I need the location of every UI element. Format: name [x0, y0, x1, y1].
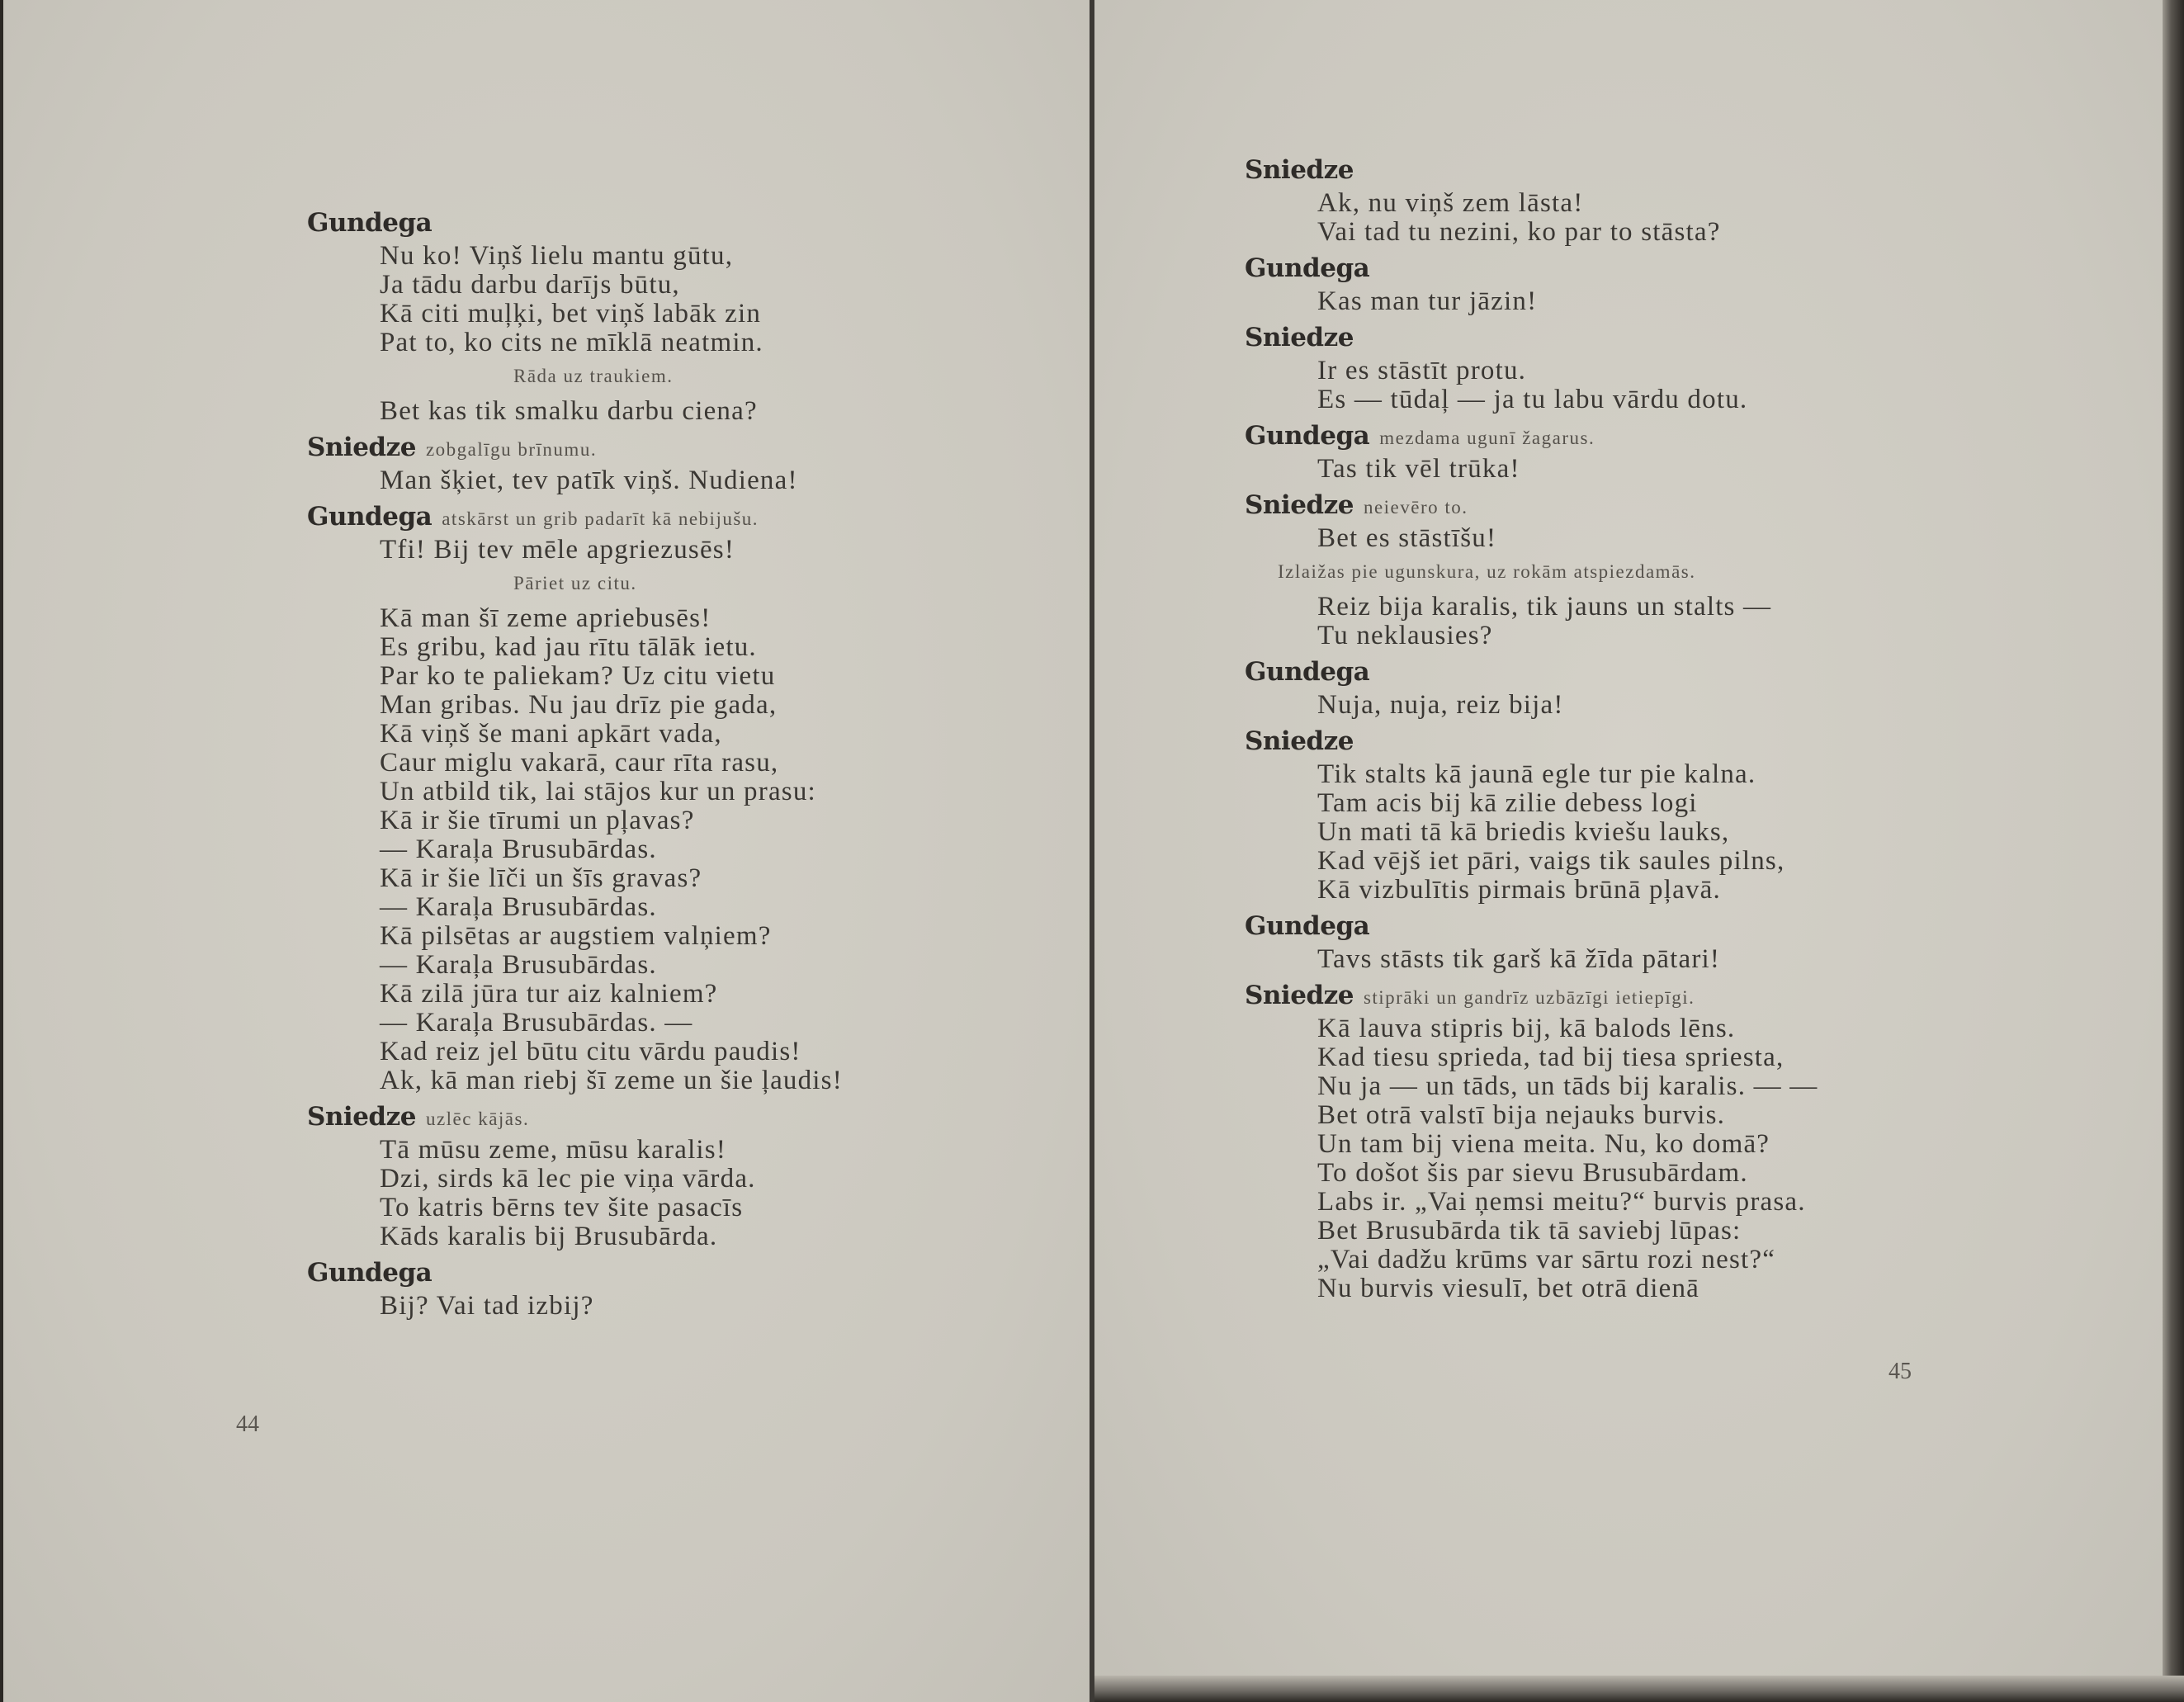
verse-line: Kā man šī zeme apriebusēs! [380, 603, 711, 633]
verse-line: „Vai dadžu krūms var sārtu rozi nest?“ [1317, 1245, 1776, 1274]
verse-line: Dzi, sirds kā lec pie viņa vārda. [380, 1164, 756, 1194]
page-number-left: 44 [236, 1411, 259, 1437]
verse-line: Kā lauva stipris bij, kā balods lēns. [1317, 1014, 1736, 1043]
verse-line: Tfi! Bij tev mēle apgriezusēs! [380, 535, 735, 565]
verse-line: Nu ja — un tāds, un tāds bij karalis. — — [1317, 1071, 1818, 1101]
stage-direction: mezdama ugunī žagarus. [1379, 428, 1595, 448]
speaker-name: Sniedze [307, 433, 416, 462]
stage-direction: atskārst un grib padarīt kā nebijušu. [442, 508, 759, 529]
verse-line: Tu neklausies? [1317, 621, 1493, 650]
stage-direction: stiprāki un gandrīz uzbāzīgi ietiepīgi. [1363, 987, 1695, 1008]
speaker-line [1245, 981, 1905, 1014]
verse-block [307, 536, 934, 565]
stage-direction: Rāda uz traukiem. [513, 366, 674, 386]
verse-block [1245, 691, 1905, 720]
left-page [3, 0, 1090, 1702]
verse-line: To došot šis par sievu Brusubārdam. [1317, 1158, 1748, 1188]
verse-line: — Karaļa Brusubārdas. [380, 892, 657, 922]
verse-block [1245, 287, 1905, 316]
right-page [1094, 0, 2163, 1702]
verse-block [1245, 524, 1905, 553]
verse-line: Par ko te paliekam? Uz citu vietu [380, 661, 776, 691]
stage-direction: Pāriet uz citu. [513, 573, 637, 593]
speaker-name: Sniedze [1245, 323, 1354, 352]
speaker-line [307, 208, 934, 242]
speaker-name: Gundega [1245, 421, 1370, 451]
verse-line: Pat to, ko cits ne mīklā neatmin. [380, 328, 763, 357]
verse-line: Nu burvis viesulī, bet otrā dienā [1317, 1274, 1700, 1303]
verse-block [307, 1292, 934, 1321]
verse-line: Kas man tur jāzin! [1317, 286, 1538, 316]
verse-line: Tā mūsu zeme, mūsu karalis! [380, 1135, 727, 1165]
speaker-line [1245, 657, 1905, 691]
verse-line: Un atbild tik, lai stājos kur un prasu: [380, 777, 816, 806]
speaker-name: Gundega [1245, 657, 1370, 687]
page-edge-right [2163, 0, 2184, 1702]
verse-line: Bet otrā valstī bija nejauks burvis. [1317, 1100, 1726, 1130]
page-number-right: 45 [1889, 1359, 1912, 1384]
verse-line: Un mati tā kā briedis kviešu lauks, [1317, 817, 1730, 847]
verse-line: Vai tad tu nezini, ko par to stāsta? [1317, 217, 1721, 247]
verse-line: Ak, kā man riebj šī zeme un šie ļaudis! [380, 1066, 843, 1095]
verse-block [307, 397, 934, 426]
speaker-line [1245, 323, 1905, 357]
speaker-name: Gundega [307, 1258, 433, 1288]
verse-block [307, 466, 934, 495]
verse-line: — Karaļa Brusubārdas. [380, 950, 657, 980]
verse-line: Kad tiesu sprieda, tad bij tiesa spriesta, [1317, 1042, 1785, 1072]
speaker-line [1245, 911, 1905, 945]
verse-line: Es gribu, kad jau rītu tālāk ietu. [380, 632, 757, 662]
verse-line: Labs ir. „Vai ņemsi meitu?“ burvis prasa. [1317, 1187, 1806, 1217]
speaker-name: Sniedze [1245, 490, 1354, 520]
speaker-name: Gundega [1245, 253, 1370, 283]
verse-block [1245, 189, 1905, 247]
verse-line: To katris bērns tev šite pasacīs [380, 1193, 744, 1222]
stage-direction: neievēro to. [1363, 497, 1468, 518]
verse-line: Caur miglu vakarā, caur rīta rasu, [380, 748, 779, 778]
verse-line: Kā vizbulītis pirmais brūnā pļavā. [1317, 875, 1721, 905]
speaker-name: Sniedze [1245, 726, 1354, 756]
verse-line: Man šķiet, tev patīk viņš. Nudiena! [380, 466, 798, 495]
verse-line: Kad vējš iet pāri, vaigs tik saules pilns, [1317, 846, 1785, 876]
verse-line: Reiz bija karalis, tik jauns un stalts — [1317, 592, 1772, 622]
verse-line: Kā pilsētas ar augstiem valņiem? [380, 921, 772, 951]
speaker-line [307, 433, 934, 466]
left-page-text [307, 208, 934, 1321]
verse-line: Kāds karalis bij Brusubārda. [380, 1222, 718, 1251]
right-page-text [1245, 155, 1905, 1303]
speaker-line [1245, 490, 1905, 524]
verse-block [1245, 945, 1905, 974]
verse-line: Kad reiz jel būtu citu vārdu paudis! [380, 1037, 801, 1066]
speaker-line [1245, 421, 1905, 455]
stage-direction: zobgalīgu brīnumu. [425, 439, 598, 460]
speaker-name: Gundega [307, 208, 433, 238]
verse-line: Nu ko! Viņš lielu mantu gūtu, [380, 241, 734, 271]
verse-line: Tam acis bij kā zilie debess logi [1317, 788, 1698, 818]
speaker-line [307, 1258, 934, 1292]
verse-line: Bet Brusubārda tik tā saviebj lūpas: [1317, 1216, 1742, 1246]
speaker-name: Sniedze [1245, 155, 1354, 185]
verse-line: Ak, nu viņš zem lāsta! [1317, 188, 1584, 218]
verse-line: Tavs stāsts tik garš kā žīda pātari! [1317, 944, 1721, 974]
verse-line: Kā ir šie līči un šīs gravas? [380, 863, 702, 893]
speaker-line [1245, 253, 1905, 287]
verse-line: — Karaļa Brusubārdas. — [380, 1008, 693, 1038]
verse-line: Ja tādu darbu darījs būtu, [380, 270, 680, 300]
speaker-line [1245, 726, 1905, 760]
verse-block [1245, 1014, 1905, 1303]
verse-line: Tik stalts kā jaunā egle tur pie kalna. [1317, 759, 1756, 789]
verse-line: Nuja, nuja, reiz bija! [1317, 690, 1564, 720]
verse-line: Kā viņš še mani apkārt vada, [380, 719, 722, 749]
speaker-line [307, 1102, 934, 1136]
verse-block [1245, 593, 1905, 650]
speaker-name: Gundega [1245, 911, 1370, 941]
stage-direction: uzlēc kājās. [425, 1109, 530, 1129]
verse-block [307, 242, 934, 357]
verse-line: Bet es stāstīšu! [1317, 523, 1497, 553]
verse-block [1245, 455, 1905, 484]
verse-line: Man gribas. Nu jau drīz pie gada, [380, 690, 778, 720]
speaker-line [1245, 155, 1905, 189]
speaker-name: Sniedze [307, 1102, 416, 1132]
speaker-name: Sniedze [1245, 981, 1354, 1010]
verse-line: Ir es stāstīt protu. [1317, 356, 1527, 385]
verse-line: Kā ir šie tīrumi un pļavas? [380, 806, 695, 835]
verse-block [1245, 760, 1905, 905]
verse-line: Es — tūdaļ — ja tu labu vārdu dotu. [1317, 385, 1748, 414]
verse-line: Bet kas tik smalku darbu ciena? [380, 396, 758, 426]
verse-line: — Karaļa Brusubārdas. [380, 834, 657, 864]
verse-line: Tas tik vēl trūka! [1317, 454, 1520, 484]
stage-direction: Izlaižas pie ugunskura, uz rokām atspiezdamās. [1278, 561, 1696, 582]
verse-line: Kā zilā jūra tur aiz kalniem? [380, 979, 718, 1009]
verse-line: Un tam bij viena meita. Nu, ko domā? [1317, 1129, 1770, 1159]
speaker-line [307, 502, 934, 536]
verse-line: Kā citi muļķi, bet viņš labāk zin [380, 299, 762, 329]
verse-block [307, 1136, 934, 1251]
speaker-name: Gundega [307, 502, 433, 532]
verse-block [1245, 357, 1905, 414]
page-edge-bottom [1094, 1676, 2184, 1702]
verse-line: Bij? Vai tad izbij? [380, 1291, 594, 1321]
verse-block [307, 604, 934, 1095]
